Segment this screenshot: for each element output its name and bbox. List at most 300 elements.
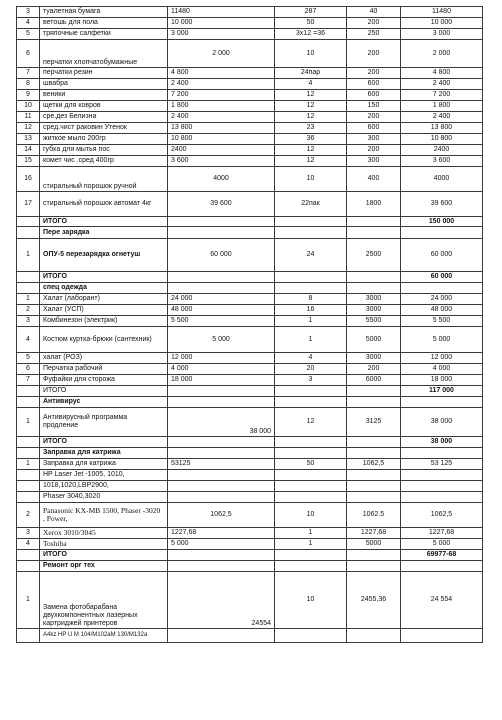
unit-price-cell: 3000 [347,294,401,305]
amount-cell [168,448,275,459]
amount-cell: 24 000 [168,294,275,305]
total-cell: 39 600 [401,192,483,217]
row-number-cell: 1 [17,408,40,437]
row-number-cell: 8 [17,79,40,90]
item-name-cell: Заправка для катрижа [40,459,168,470]
amount-cell: 11480 [168,7,275,18]
total-cell [401,561,483,572]
row-number-cell [17,397,40,408]
total-cell: 10 000 [401,18,483,29]
row-number-cell: 1 [17,239,40,272]
table-row [17,481,483,492]
row-number-cell: 14 [17,145,40,156]
total-cell: 4 800 [401,68,483,79]
quantity-cell [275,481,347,492]
unit-price-cell [347,272,401,283]
quantity-cell: 23 [275,123,347,134]
item-name-cell: Phaser 3040,3020 [40,492,168,503]
item-name-cell: веники [40,90,168,101]
amount-cell [168,629,275,643]
row-number-cell [17,481,40,492]
item-name-cell: Toshiba [40,539,168,550]
item-name-cell: стиральный порошок ручной [40,167,168,192]
total-cell: 4000 [401,167,483,192]
quantity-cell: 16 [275,305,347,316]
quantity-cell: 12 [275,408,347,437]
row-number-cell: 11 [17,112,40,123]
quantity-cell [275,448,347,459]
row-number-cell [17,437,40,448]
row-number-cell: 2 [17,305,40,316]
amount-cell: 53125 [168,459,275,470]
amount-cell [168,397,275,408]
amount-cell: 7 200 [168,90,275,101]
total-cell [401,470,483,481]
total-cell: 4 000 [401,364,483,375]
item-name-cell: Замена фотобарабана двухкомпонентных лазерных картриджей принтеров [40,572,168,629]
row-number-cell [17,217,40,227]
row-number-cell [17,629,40,643]
table-row [17,192,483,217]
row-number-cell [17,448,40,459]
quantity-cell: 1 [275,327,347,353]
total-cell: 11480 [401,7,483,18]
unit-price-cell [347,481,401,492]
unit-price-cell: 200 [347,145,401,156]
item-name-cell: Халат (УСП) [40,305,168,316]
item-name-cell: спец одежда [40,283,168,294]
row-number-cell: 9 [17,90,40,101]
amount-cell [168,217,275,227]
unit-price-cell: 2455,36 [347,572,401,629]
quantity-cell [275,492,347,503]
quantity-cell: 1 [275,539,347,550]
unit-price-cell: 200 [347,40,401,68]
item-name-cell: стиральный порошок автомат 4кг [40,192,168,217]
quantity-cell: 10 [275,572,347,629]
table-body [17,7,483,643]
amount-cell: 5 000 [168,539,275,550]
amount-cell: 60 000 [168,239,275,272]
unit-price-cell: 200 [347,112,401,123]
quantity-cell: 12 [275,101,347,112]
item-name-cell: сред.чист раковин Утенок [40,123,168,134]
total-cell: 117 000 [401,386,483,397]
quantity-cell: 50 [275,459,347,470]
row-number-cell [17,470,40,481]
quantity-cell: 10 [275,167,347,192]
amount-cell: 4000 [168,167,275,192]
unit-price-cell: 200 [347,364,401,375]
total-cell: 5 500 [401,316,483,327]
table-row [17,68,483,79]
total-cell: 10 800 [401,134,483,145]
amount-cell: 2 400 [168,112,275,123]
quantity-cell: 22пак [275,192,347,217]
table-row [17,29,483,40]
table-row [17,316,483,327]
total-cell [401,492,483,503]
unit-price-cell: 1062.5 [347,503,401,528]
table-row [17,167,483,192]
unit-price-cell [347,386,401,397]
row-number-cell: 12 [17,123,40,134]
total-cell: 69977-68 [401,550,483,561]
quantity-cell [275,283,347,294]
total-cell: 5 000 [401,327,483,353]
table-row [17,408,483,437]
unit-price-cell: 6000 [347,375,401,386]
total-cell: 2 000 [401,40,483,68]
amount-cell: 2400 [168,145,275,156]
quantity-cell: 3х12 =36 [275,29,347,40]
item-name-cell: Антивирусный программа продление [40,408,168,437]
unit-price-cell [347,397,401,408]
unit-price-cell: 150 [347,101,401,112]
table-row [17,239,483,272]
total-cell: 60 000 [401,239,483,272]
total-cell: 13 800 [401,123,483,134]
amount-cell [168,437,275,448]
quantity-cell: 50 [275,18,347,29]
unit-price-cell [347,227,401,239]
item-name-cell: швабра [40,79,168,90]
amount-cell: 3 600 [168,156,275,167]
row-number-cell: 4 [17,327,40,353]
unit-price-cell [347,561,401,572]
item-name-cell: 1018,1020,LBP2900, [40,481,168,492]
unit-price-cell [347,629,401,643]
unit-price-cell: 200 [347,18,401,29]
amount-cell: 3 000 [168,29,275,40]
amount-cell: 38 000 [168,408,275,437]
row-number-cell: 1 [17,572,40,629]
item-name-cell: Ремонт орг тех [40,561,168,572]
item-name-cell: Пере зарядка [40,227,168,239]
unit-price-cell: 5000 [347,327,401,353]
table-row [17,629,483,643]
item-name-cell: Костюм куртка-брюки (сантехник) [40,327,168,353]
section-header-row [17,561,483,572]
item-name-cell: ИТОГО [40,217,168,227]
amount-cell [168,561,275,572]
unit-price-cell: 3125 [347,408,401,437]
amount-cell: 12 000 [168,353,275,364]
amount-cell [168,470,275,481]
amount-cell [168,492,275,503]
table-row [17,375,483,386]
total-cell: 5 000 [401,539,483,550]
total-cell: 3 000 [401,29,483,40]
item-name-cell: ИТОГО [40,550,168,561]
table-row [17,18,483,29]
unit-price-cell: 300 [347,134,401,145]
amount-cell [168,550,275,561]
row-number-cell: 16 [17,167,40,192]
document-page [16,6,482,643]
quantity-cell: 36 [275,134,347,145]
unit-price-cell: 250 [347,29,401,40]
amount-cell [168,283,275,294]
amount-cell: 1227,68 [168,528,275,539]
unit-price-cell: 600 [347,123,401,134]
quantity-cell [275,272,347,283]
unit-price-cell [347,283,401,294]
amount-cell [168,272,275,283]
table-row [17,470,483,481]
amount-cell: 4 800 [168,68,275,79]
amount-cell: 24554 [168,572,275,629]
table-row [17,40,483,68]
unit-price-cell: 600 [347,79,401,90]
total-row [17,272,483,283]
unit-price-cell [347,492,401,503]
unit-price-cell [347,470,401,481]
row-number-cell: 7 [17,68,40,79]
item-name-cell: ветошь для пола [40,18,168,29]
unit-price-cell [347,448,401,459]
total-cell: 2 400 [401,112,483,123]
table-row [17,294,483,305]
total-cell: 150 000 [401,217,483,227]
total-cell: 7 200 [401,90,483,101]
quantity-cell: 287 [275,7,347,18]
table-row [17,503,483,528]
item-name-cell: Комбинезон (электрик) [40,316,168,327]
amount-cell: 4 000 [168,364,275,375]
total-cell [401,227,483,239]
unit-price-cell: 5500 [347,316,401,327]
quantity-cell [275,561,347,572]
unit-price-cell: 600 [347,90,401,101]
total-cell [401,481,483,492]
table-row [17,327,483,353]
amount-cell: 5 500 [168,316,275,327]
quantity-cell [275,397,347,408]
item-name-cell: Заправка для катрижа [40,448,168,459]
item-name-cell: ИТОГО [40,437,168,448]
item-name-cell: перчатки хлопчатобумажные [40,40,168,68]
quantity-cell [275,227,347,239]
quantity-cell [275,386,347,397]
amount-cell: 10 000 [168,18,275,29]
item-name-cell: комет чис .сред 400гр [40,156,168,167]
unit-price-cell: 300 [347,156,401,167]
table-row [17,492,483,503]
row-number-cell: 1 [17,294,40,305]
item-name-cell: халат (РОЗ) [40,353,168,364]
item-name-cell: ОПУ-5 перезарядка огнетуш [40,239,168,272]
row-number-cell: 1 [17,459,40,470]
row-number-cell: 4 [17,539,40,550]
amount-cell: 13 800 [168,123,275,134]
unit-price-cell: 2500 [347,239,401,272]
amount-cell: 5 000 [168,327,275,353]
unit-price-cell: 40 [347,7,401,18]
quantity-cell [275,550,347,561]
item-name-cell: губка для мытья пос [40,145,168,156]
table-row [17,101,483,112]
total-cell: 1062,5 [401,503,483,528]
row-number-cell: 5 [17,353,40,364]
total-row [17,386,483,397]
total-row [17,550,483,561]
item-name-cell: ИТОГО [40,386,168,397]
row-number-cell [17,227,40,239]
table-row [17,123,483,134]
total-cell: 3 600 [401,156,483,167]
total-cell: 1 800 [401,101,483,112]
amount-cell [168,386,275,397]
row-number-cell: 4 [17,18,40,29]
unit-price-cell: 1062,5 [347,459,401,470]
unit-price-cell: 3000 [347,305,401,316]
section-header-row [17,448,483,459]
total-row [17,217,483,227]
item-name-cell: туалетная бумага [40,7,168,18]
quantity-cell [275,629,347,643]
amount-cell [168,227,275,239]
item-name-cell: щетки для ковров [40,101,168,112]
quantity-cell [275,437,347,448]
quantity-cell: 24пар [275,68,347,79]
item-name-cell: A4kz HP U M 104/M102aM 130/M132a [40,629,168,643]
total-cell: 24 554 [401,572,483,629]
item-name-cell: Panasonic KX-MB 1500, Phaser -3020 , Power, [40,503,168,528]
total-cell: 38 000 [401,408,483,437]
row-number-cell [17,492,40,503]
quantity-cell: 8 [275,294,347,305]
quantity-cell: 12 [275,112,347,123]
item-name-cell: Xerox 3010/3045 [40,528,168,539]
row-number-cell [17,550,40,561]
table-row [17,364,483,375]
item-name-cell: Халат (лаборант) [40,294,168,305]
row-number-cell: 6 [17,364,40,375]
item-name-cell: перчатки резин [40,68,168,79]
expense-table [16,6,483,643]
total-cell: 24 000 [401,294,483,305]
total-cell: 2400 [401,145,483,156]
row-number-cell: 17 [17,192,40,217]
item-name-cell: Перчатка рабочий [40,364,168,375]
row-number-cell: 5 [17,29,40,40]
quantity-cell: 12 [275,145,347,156]
item-name-cell: Фуфайки для сторожа [40,375,168,386]
row-number-cell: 7 [17,375,40,386]
total-cell: 48 000 [401,305,483,316]
unit-price-cell: 1800 [347,192,401,217]
row-number-cell: 6 [17,40,40,68]
amount-cell: 1062,5 [168,503,275,528]
row-number-cell [17,561,40,572]
row-number-cell [17,283,40,294]
row-number-cell: 3 [17,316,40,327]
total-row [17,437,483,448]
total-cell [401,397,483,408]
amount-cell: 10 800 [168,134,275,145]
row-number-cell: 3 [17,7,40,18]
unit-price-cell [347,217,401,227]
total-cell: 12 000 [401,353,483,364]
total-cell: 1227,68 [401,528,483,539]
row-number-cell: 15 [17,156,40,167]
row-number-cell [17,272,40,283]
table-row [17,572,483,629]
quantity-cell: 20 [275,364,347,375]
unit-price-cell: 3000 [347,353,401,364]
total-cell [401,629,483,643]
unit-price-cell: 1227,68 [347,528,401,539]
item-name-cell: Антивирус [40,397,168,408]
amount-cell: 39 600 [168,192,275,217]
unit-price-cell: 200 [347,68,401,79]
quantity-cell: 1 [275,316,347,327]
row-number-cell [17,386,40,397]
quantity-cell: 12 [275,90,347,101]
quantity-cell [275,217,347,227]
amount-cell: 48 000 [168,305,275,316]
quantity-cell: 10 [275,503,347,528]
section-header-row [17,397,483,408]
total-cell [401,448,483,459]
table-row [17,145,483,156]
section-header-row [17,283,483,294]
row-number-cell: 10 [17,101,40,112]
quantity-cell: 1 [275,528,347,539]
row-number-cell: 3 [17,528,40,539]
amount-cell: 18 000 [168,375,275,386]
total-cell: 2 400 [401,79,483,90]
quantity-cell [275,470,347,481]
quantity-cell: 4 [275,353,347,364]
table-row [17,539,483,550]
row-number-cell: 13 [17,134,40,145]
table-row [17,459,483,470]
quantity-cell: 24 [275,239,347,272]
quantity-cell: 3 [275,375,347,386]
table-row [17,305,483,316]
total-cell: 18 000 [401,375,483,386]
item-name-cell: тряпочные салфетки [40,29,168,40]
amount-cell: 1 800 [168,101,275,112]
table-row [17,90,483,101]
quantity-cell: 12 [275,156,347,167]
table-row [17,79,483,90]
unit-price-cell: 400 [347,167,401,192]
item-name-cell: HP Laser Jet -1005, 1010, [40,470,168,481]
table-row [17,528,483,539]
unit-price-cell [347,550,401,561]
amount-cell: 2 000 [168,40,275,68]
item-name-cell: ИТОГО [40,272,168,283]
table-row [17,353,483,364]
item-name-cell: сре.дез Белизна [40,112,168,123]
unit-price-cell [347,437,401,448]
row-number-cell: 2 [17,503,40,528]
amount-cell: 2 400 [168,79,275,90]
amount-cell [168,481,275,492]
total-cell: 38 000 [401,437,483,448]
total-cell: 60 000 [401,272,483,283]
table-row [17,156,483,167]
table-row [17,7,483,18]
section-header-row [17,227,483,239]
unit-price-cell: 5000 [347,539,401,550]
table-row [17,134,483,145]
item-name-cell: житкое мыло 200гр [40,134,168,145]
quantity-cell: 4 [275,79,347,90]
